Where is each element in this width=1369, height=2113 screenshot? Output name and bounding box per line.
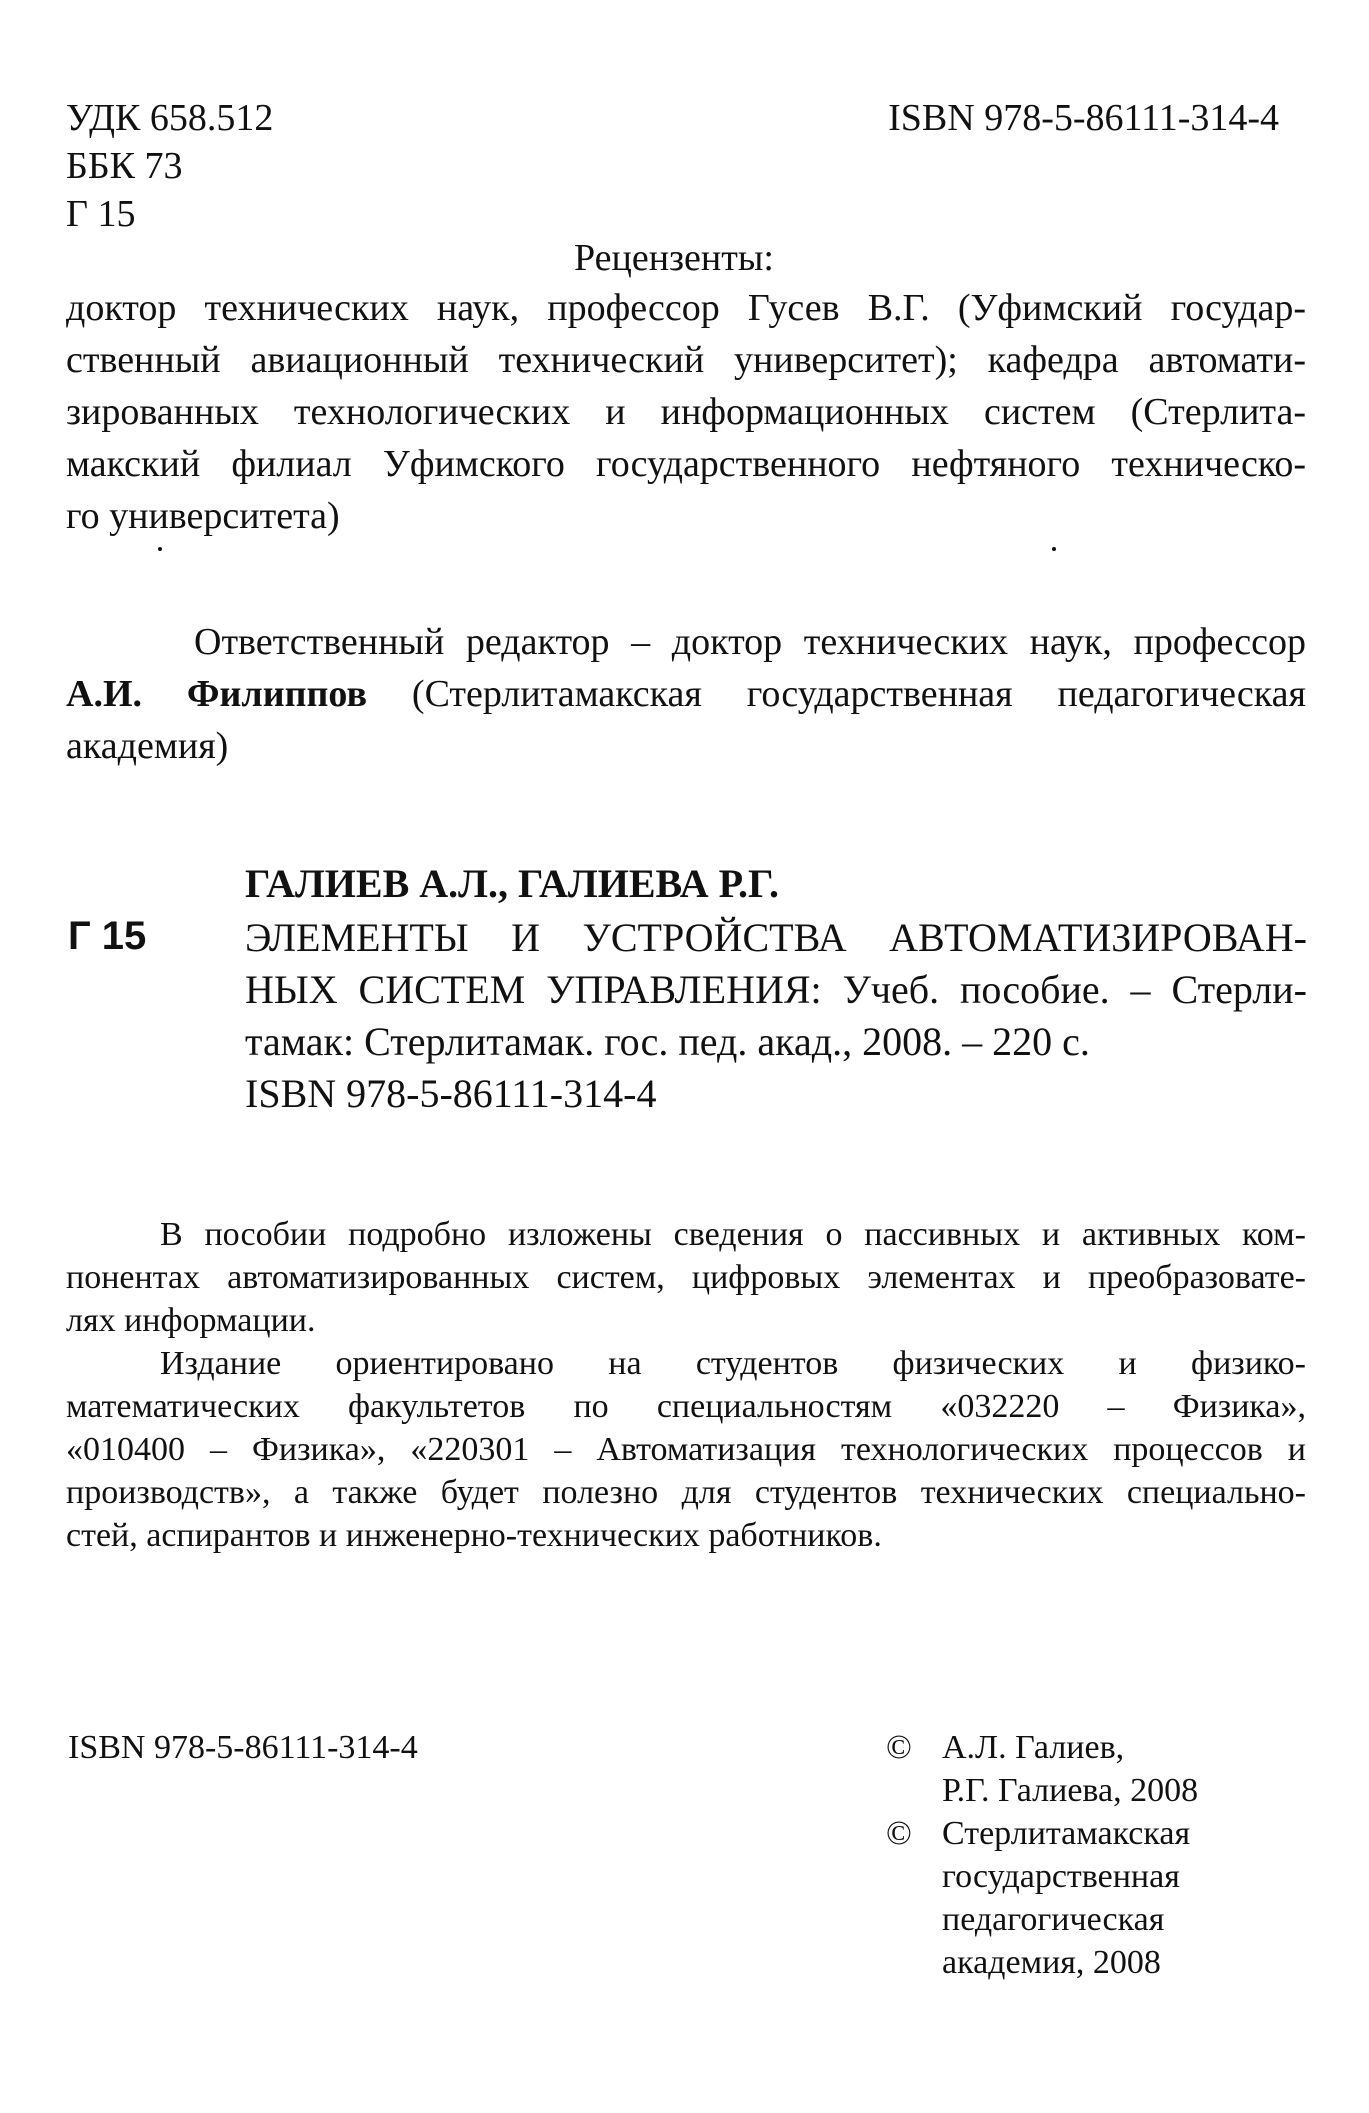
author-index: Г 15: [66, 193, 136, 235]
reviewers-line: зированных технологических и информационных систем (Стерлита-: [66, 391, 1306, 433]
udk-code: УДК 658.512: [66, 97, 274, 139]
abstract-line: Издание ориентировано на студентов физических и физико-: [160, 1345, 1306, 1382]
catalog-entry: [245, 912, 1307, 1120]
catalog-line: ЭЛЕМЕНТЫ И УСТРОЙСТВА АВТОМАТИЗИРОВАН-: [245, 915, 1307, 960]
copyright-line: академия, 2008: [942, 1944, 1161, 1981]
reviewers-block: [66, 282, 1306, 542]
editor-affiliation: (Стерлитамакская государственная педагогическая: [411, 673, 1307, 715]
editor-name: А.И. Филиппов: [66, 673, 368, 715]
bbk-code: ББК 73: [66, 145, 183, 187]
copyright-authors: [942, 1726, 1322, 1812]
abstract-line: «010400 – Физика», «220301 – Автоматизация технологических процессов и: [66, 1431, 1306, 1468]
abstract-line: лях информации.: [66, 1302, 316, 1339]
catalog-code: Г 15: [68, 914, 147, 958]
abstract-line: производств», а также будет полезно для студентов технических специально-: [66, 1474, 1306, 1511]
reviewers-heading: Рецензенты:: [574, 237, 774, 279]
catalog-line: НЫХ СИСТЕМ УПРАВЛЕНИЯ: Учеб. пособие. – Стерли-: [245, 967, 1307, 1012]
copyright-line: Р.Г. Галиева, 2008: [942, 1772, 1199, 1809]
copyright-line: Стерлитамакская: [942, 1815, 1191, 1852]
header-isbn: ISBN 978-5-86111-314-4: [888, 97, 1279, 139]
abstract-line: математических факультетов по специальностям «032220 – Физика»,: [66, 1388, 1306, 1425]
editor-line-2: [66, 668, 1306, 720]
reviewers-line: макский филиал Уфимского государственного нефтяного техническо-: [66, 443, 1306, 485]
copyright-line: педагогическая: [942, 1901, 1165, 1938]
editor-line: Ответственный редактор – доктор технических наук, профессор: [194, 621, 1306, 663]
abstract-line: понентах автоматизированных систем, цифровых элементах и преобразовате-: [66, 1259, 1306, 1296]
editor-line: академия): [66, 725, 229, 767]
abstract-block: [66, 1213, 1306, 1557]
abstract-line: стей, аспирантов и инженерно-технических работников.: [66, 1517, 882, 1554]
abstract-line: В пособии подробно изложены сведения о пассивных и активных ком-: [160, 1216, 1306, 1253]
copyright-institution: [942, 1812, 1322, 1984]
copyright-line: государственная: [942, 1858, 1180, 1895]
print-dot: [158, 547, 162, 551]
editor-block: [66, 616, 1306, 772]
print-dot: [1052, 547, 1056, 551]
copyright-icon: ©: [886, 1815, 912, 1852]
catalog-authors: ГАЛИЕВ А.Л., ГАЛИЕВА Р.Г.: [245, 861, 779, 906]
reviewers-line: го университета): [66, 495, 340, 537]
reviewers-line: ственный авиационный технический университет); кафедра автомати-: [66, 339, 1306, 381]
catalog-line: ISBN 978-5-86111-314-4: [245, 1071, 657, 1116]
footer-isbn: ISBN 978-5-86111-314-4: [68, 1729, 418, 1766]
reviewers-line: доктор технических наук, профессор Гусев В.Г. (Уфимский государ-: [66, 287, 1306, 329]
copyright-line: А.Л. Галиев,: [942, 1729, 1125, 1766]
copyright-icon: ©: [886, 1729, 912, 1766]
catalog-line: тамак: Стерлитамак. гос. пед. акад., 2008. – 220 с.: [245, 1019, 1090, 1064]
